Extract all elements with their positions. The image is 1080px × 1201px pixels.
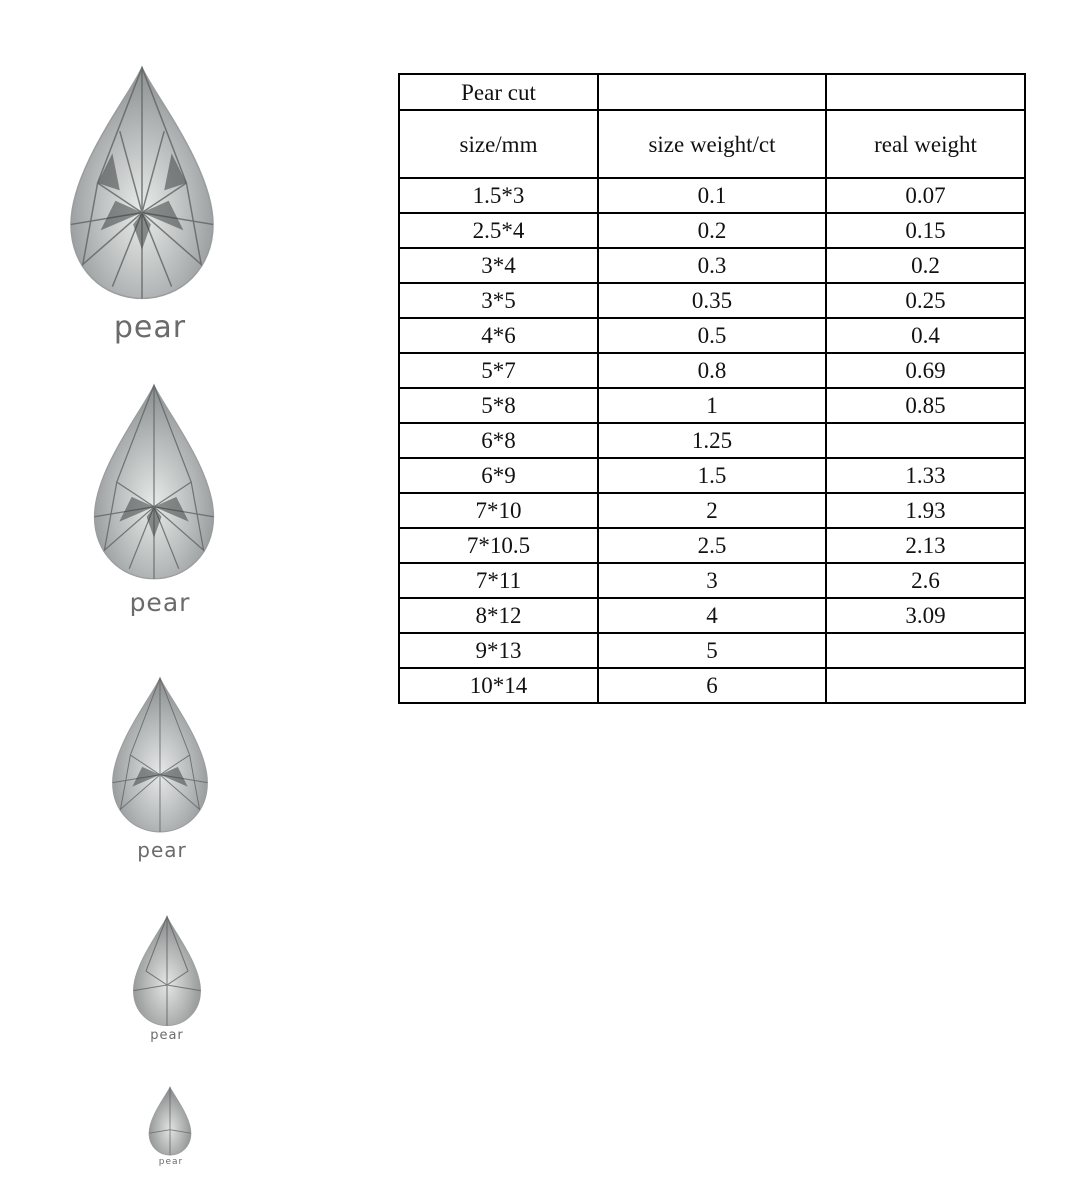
pear-gem-4	[130, 915, 204, 1027]
size-weight-cell: 2.5	[598, 528, 826, 563]
size-weight-cell: 0.35	[598, 283, 826, 318]
real-weight-cell: 1.93	[826, 493, 1025, 528]
real-weight-cell: 1.33	[826, 458, 1025, 493]
size-weight-cell: 6	[598, 668, 826, 703]
table-row	[399, 248, 1025, 283]
pear-gem-2	[92, 378, 216, 586]
pear-gem-3	[108, 676, 212, 834]
column-header-size-weight: size weight/ct	[598, 110, 826, 178]
size-cell: 3*5	[399, 283, 598, 318]
table-title: Pear cut	[399, 74, 598, 110]
size-cell: 2.5*4	[399, 213, 598, 248]
size-weight-cell: 4	[598, 598, 826, 633]
size-cell: 7*10.5	[399, 528, 598, 563]
pear-gem-1	[68, 58, 216, 308]
gem-label: pear	[150, 1028, 184, 1043]
real-weight-cell: 0.85	[826, 388, 1025, 423]
size-weight-cell: 3	[598, 563, 826, 598]
real-weight-cell: 0.69	[826, 353, 1025, 388]
table-title-row	[399, 74, 1025, 110]
table-row	[399, 423, 1025, 458]
size-cell: 9*13	[399, 633, 598, 668]
gem-label: pear	[113, 310, 187, 345]
size-weight-cell: 0.3	[598, 248, 826, 283]
size-cell: 3*4	[399, 248, 598, 283]
pear-gem-5	[146, 1086, 194, 1156]
table-row	[399, 318, 1025, 353]
table-row	[399, 283, 1025, 318]
size-weight-cell: 1.5	[598, 458, 826, 493]
size-weight-cell: 0.8	[598, 353, 826, 388]
gem-label: pear	[158, 1157, 184, 1167]
table-row	[399, 213, 1025, 248]
real-weight-cell: 0.2	[826, 248, 1025, 283]
gem-label: pear	[129, 588, 191, 617]
table-row	[399, 458, 1025, 493]
size-cell: 6*9	[399, 458, 598, 493]
real-weight-cell: 0.07	[826, 178, 1025, 213]
table-row	[399, 178, 1025, 213]
size-weight-cell: 1.25	[598, 423, 826, 458]
size-weight-cell: 0.1	[598, 178, 826, 213]
table-row	[399, 493, 1025, 528]
pear-size-table	[398, 73, 1026, 704]
size-weight-cell: 1	[598, 388, 826, 423]
real-weight-cell: 2.13	[826, 528, 1025, 563]
pear-diamond-icon	[130, 915, 204, 1027]
table-row	[399, 353, 1025, 388]
pear-diamond-icon	[108, 676, 212, 834]
size-cell: 10*14	[399, 668, 598, 703]
table-row	[399, 633, 1025, 668]
size-cell: 4*6	[399, 318, 598, 353]
table-row	[399, 668, 1025, 703]
pear-diamond-icon	[146, 1086, 194, 1156]
empty-cell	[598, 74, 826, 110]
real-weight-cell: 0.4	[826, 318, 1025, 353]
size-cell: 1.5*3	[399, 178, 598, 213]
table-row	[399, 563, 1025, 598]
table-row	[399, 388, 1025, 423]
column-header-size: size/mm	[399, 110, 598, 178]
table-row	[399, 598, 1025, 633]
real-weight-cell	[826, 633, 1025, 668]
real-weight-cell	[826, 423, 1025, 458]
size-cell: 7*10	[399, 493, 598, 528]
size-cell: 7*11	[399, 563, 598, 598]
pear-diamond-icon	[68, 58, 216, 308]
real-weight-cell: 3.09	[826, 598, 1025, 633]
real-weight-cell: 0.15	[826, 213, 1025, 248]
size-weight-cell: 5	[598, 633, 826, 668]
table-header-row	[399, 110, 1025, 178]
pear-diamond-icon	[92, 378, 216, 586]
real-weight-cell: 2.6	[826, 563, 1025, 598]
table-row	[399, 528, 1025, 563]
gem-label: pear	[137, 838, 187, 862]
empty-cell	[826, 74, 1025, 110]
size-weight-cell: 2	[598, 493, 826, 528]
size-cell: 5*7	[399, 353, 598, 388]
size-cell: 6*8	[399, 423, 598, 458]
size-cell: 8*12	[399, 598, 598, 633]
column-header-real-weight: real weight	[826, 110, 1025, 178]
real-weight-cell	[826, 668, 1025, 703]
size-weight-cell: 0.5	[598, 318, 826, 353]
size-cell: 5*8	[399, 388, 598, 423]
real-weight-cell: 0.25	[826, 283, 1025, 318]
size-weight-cell: 0.2	[598, 213, 826, 248]
